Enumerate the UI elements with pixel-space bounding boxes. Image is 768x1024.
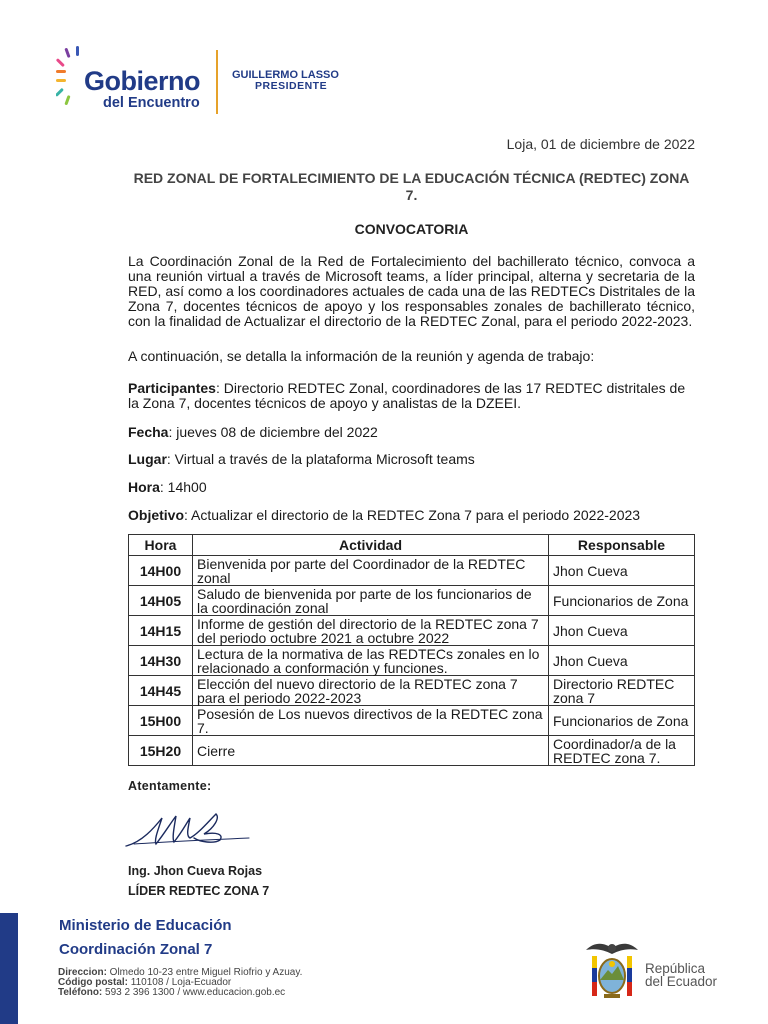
logo-subtitle: del Encuentro [103,95,200,111]
row-hora: 14H15 [129,616,193,646]
row-actividad: Saludo de bienvenida por parte de los funcionarios de la coordinación zonal [193,586,549,616]
footer-ministry: Ministerio de Educación [59,917,232,934]
row-actividad: Cierre [193,736,549,766]
participants-line [128,381,695,411]
gobierno-logo [56,46,216,116]
address-label: Direccion: [58,967,107,978]
hora-label: Hora [128,479,160,495]
footer-phone [58,987,285,998]
row-hora: 14H30 [129,646,193,676]
hora-line [128,480,695,495]
table-row [129,736,695,766]
lugar-value: : Virtual a través de la plataforma Microsoft teams [166,451,475,467]
row-responsable: Directorio REDTEC zona 7 [549,676,695,706]
document-heading: CONVOCATORIA [354,221,469,237]
closing-salutation: Atentamente: [128,779,212,793]
row-hora: 14H00 [129,556,193,586]
row-hora: 15H00 [129,706,193,736]
row-responsable: Jhon Cueva [549,646,695,676]
handwritten-signature [124,808,254,853]
table-row [129,586,695,616]
participants-label: Participantes [128,380,216,396]
lugar-line [128,452,695,467]
header-actividad: Actividad [193,535,549,556]
row-responsable: Jhon Cueva [549,556,695,586]
logo-wordmark: Gobierno [84,66,200,96]
postal-label: Código postal: [58,977,128,988]
hora-value: : 14h00 [159,479,207,495]
row-actividad: Posesión de Los nuevos directivos de la REDTEC zona 7. [193,706,549,736]
phone-value: 593 2 396 1300 / www.educacion.gob.ec [102,987,286,998]
row-hora: 14H05 [129,586,193,616]
fecha-line [128,425,695,440]
row-responsable: Coordinador/a de la REDTEC zona 7. [549,736,695,766]
row-actividad: Lectura de la normativa de las REDTECs zonales en lo relacionado a conformación y funciones. [193,646,549,676]
republica-line1: República [645,961,706,976]
signer-name: Ing. Jhon Cueva Rojas [128,864,263,878]
agenda-table [128,534,695,766]
republica-logo-text [645,962,717,988]
row-hora: 15H20 [129,736,193,766]
postal-value: 110108 / Loja-Ecuador [128,977,232,988]
address-value: Olmedo 10-23 entre Miguel Riofrio y Azuay. [106,967,303,978]
table-row [129,676,695,706]
row-actividad: Bienvenida por parte del Coordinador de la REDTEC zonal [193,556,549,586]
phone-label: Teléfono: [58,987,103,998]
row-responsable: Funcionarios de Zona [549,706,695,736]
intro-paragraph: La Coordinación Zonal de la Red de Fortalecimiento del bachillerato técnico, convoca a una reunión virtual a través de Microsoft teams, a líder principal, alterna y secretaria de la RED, así como a los coordinadores actuales de cada una de las REDTECs Distritales de la Zona 7, docentes técnicos de apoyo y los responsables zonales de bachillerato técnico, con la finalidad de Actualizar el directorio de la REDTEC Zonal, para el periodo 2022-2023. [128,253,695,329]
row-responsable: Jhon Cueva [549,616,695,646]
document-title: RED ZONAL DE FORTALECIMIENTO DE LA EDUCACIÓN TÉCNICA (REDTEC) ZONA 7. [133,170,690,203]
sun-rays-icon [56,46,86,116]
header-hora: Hora [129,535,193,556]
president-title: PRESIDENTE [255,80,328,92]
header-responsable: Responsable [549,535,695,556]
participants-value: : Directorio REDTEC Zonal, coordinadores de las 17 REDTEC distritales de la Zona 7, docentes técnicos de apoyo y analistas de la DZEEI. [128,380,686,411]
agenda-header-row [129,535,695,556]
objetivo-label: Objetivo [128,507,185,523]
row-actividad: Informe de gestión del directorio de la REDTEC zona 7 del periodo octubre 2021 a octubre 2022 [193,616,549,646]
footer-accent-bar [0,913,18,1024]
ecuador-crest-icon [582,938,642,1004]
row-actividad: Elección del nuevo directorio de la REDTEC zona 7 para el periodo 2022-2023 [193,676,549,706]
header-divider [216,50,218,114]
table-row [129,556,695,586]
objetivo-line [128,508,695,523]
fecha-label: Fecha [128,424,169,440]
table-row [129,646,695,676]
row-hora: 14H45 [129,676,193,706]
footer-zone: Coordinación Zonal 7 [59,941,213,958]
republica-line2: del Ecuador [645,974,718,989]
objetivo-value: : Actualizar el directorio de la REDTEC Zona 7 para el periodo 2022-2023 [184,507,641,523]
fecha-value: : jueves 08 de diciembre del 2022 [168,424,378,440]
lugar-label: Lugar [128,451,167,467]
president-name: GUILLERMO LASSO [232,69,339,81]
detail-intro: A continuación, se detalla la información de la reunión y agenda de trabajo: [128,348,595,364]
row-responsable: Funcionarios de Zona [549,586,695,616]
table-row [129,616,695,646]
document-date: Loja, 01 de diciembre de 2022 [506,136,695,152]
signer-role: LÍDER REDTEC ZONA 7 [128,884,270,898]
table-row [129,706,695,736]
